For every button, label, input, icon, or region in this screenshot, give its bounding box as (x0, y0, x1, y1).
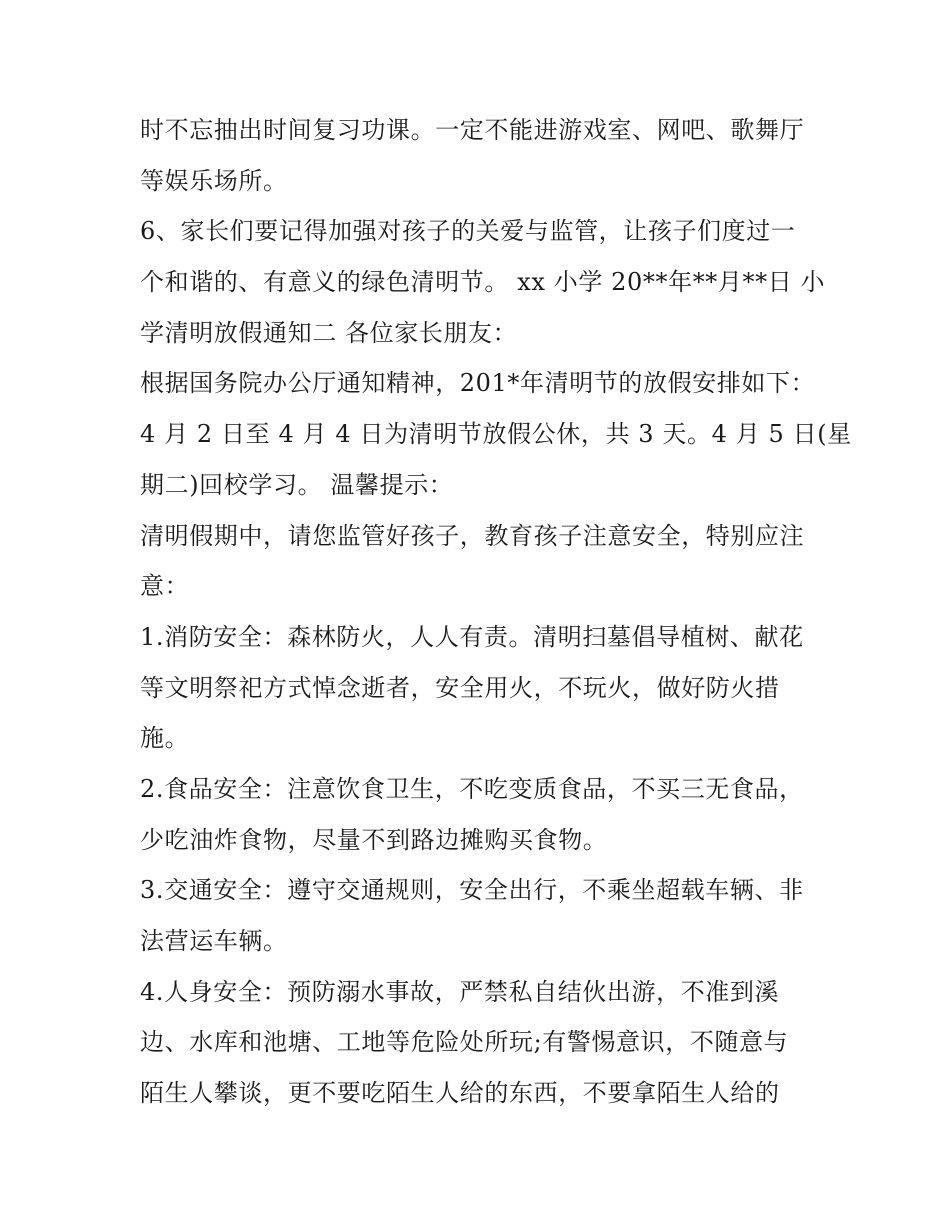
text-line: 时不忘抽出时间复习功课。一定不能进游戏室、网吧、歌舞厅 (140, 116, 805, 144)
document-body (140, 105, 852, 1119)
text-line: 期二)回校学习。 温馨提示： (140, 470, 454, 499)
text-line: 法营运车辆。 (140, 927, 288, 955)
text-line: 4.人身安全：预防溺水事故，严禁私自结伙出游，不准到溪 (140, 977, 780, 1006)
text-line: 4 月 2 日至 4 月 4 日为清明节放假公休，共 3 天。4 月 5 日(星 (140, 420, 852, 449)
text-line: 根据国务院办公厅通知精神，201*年清明节的放假安排如下： (140, 369, 816, 398)
text-line: 意： (140, 572, 190, 601)
text-line: 个和谐的、有意义的绿色清明节。 xx 小学 20**年**月**日 小 (140, 268, 826, 297)
text-line: 少吃油炸食物，尽量不到路边摊购买食物。 (140, 825, 608, 854)
text-line: 2.食品安全：注意饮食卫生，不吃变质食品，不买三无食品， (140, 774, 804, 803)
text-line: 陌生人攀谈，更不要吃陌生人给的东西，不要拿陌生人给的 (140, 1079, 780, 1108)
text-line: 等文明祭祀方式悼念逝者，安全用火，不玩火，做好防火措 (140, 673, 780, 702)
text-line: 学清明放假通知二 各位家长朋友： (140, 318, 518, 347)
text-line: 等娱乐场所。 (140, 166, 288, 195)
text-line: 1.消防安全：森林防火，人人有责。清明扫墓倡导植树、献花 (140, 622, 804, 651)
text-line: 清明假期中，请您监管好孩子，教育孩子注意安全，特别应注 (140, 521, 805, 550)
text-line: 6、家长们要记得加强对孩子的关爱与监管，让孩子们度过一 (140, 217, 796, 246)
text-line: 施。 (140, 724, 190, 753)
text-line: 边、水库和池塘、工地等危险处所玩;有警惕意识，不随意与 (140, 1028, 789, 1057)
text-line: 3.交通安全：遵守交通规则，安全出行，不乘坐超载车辆、非 (140, 876, 804, 905)
